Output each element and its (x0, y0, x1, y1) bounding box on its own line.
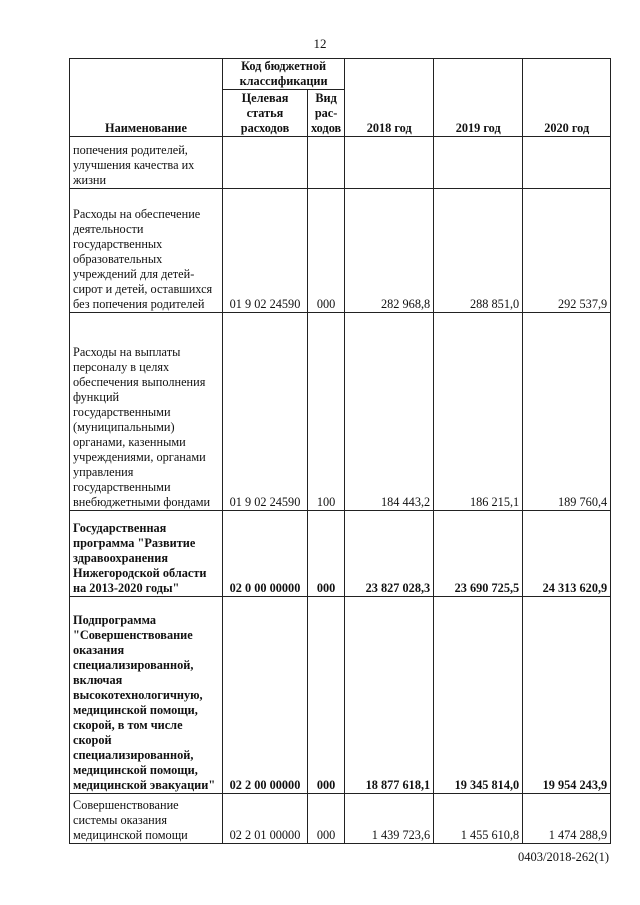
row-expense-type: 000 (308, 794, 345, 844)
row-value-2020: 1 474 288,9 (523, 794, 611, 844)
table-row (70, 313, 611, 511)
row-value-2020: 24 313 620,9 (523, 511, 611, 597)
row-target-item: 02 2 01 00000 (223, 794, 308, 844)
row-name: Государственная программа "Развитие здравоохранения Нижегородской области на 2013-2020 годы" (70, 511, 223, 597)
row-value-2018: 282 968,8 (345, 189, 434, 313)
row-value-2018 (345, 137, 434, 189)
row-name: Совершенствование системы оказания медицинской помощи (70, 794, 223, 844)
row-target-item (223, 137, 308, 189)
row-value-2019 (434, 137, 523, 189)
row-target-item: 02 2 00 00000 (223, 597, 308, 794)
header-2019: 2019 год (434, 59, 523, 137)
row-value-2019: 1 455 610,8 (434, 794, 523, 844)
row-value-2018: 1 439 723,6 (345, 794, 434, 844)
table-row (70, 189, 611, 313)
table-row (70, 794, 611, 844)
table-row (70, 511, 611, 597)
row-value-2018: 18 877 618,1 (345, 597, 434, 794)
row-target-item: 01 9 02 24590 (223, 313, 308, 511)
row-value-2020: 292 537,9 (523, 189, 611, 313)
header-2018: 2018 год (345, 59, 434, 137)
row-expense-type: 000 (308, 597, 345, 794)
row-value-2018: 184 443,2 (345, 313, 434, 511)
budget-table (69, 58, 611, 844)
header-expense-type: Вид рас-ходов (308, 90, 345, 137)
row-name: Расходы на обеспечение деятельности государственных образовательных учреждений для детей-сирот и детей, оставшихся без попечения родителей (70, 189, 223, 313)
row-expense-type: 000 (308, 189, 345, 313)
row-value-2019: 19 345 814,0 (434, 597, 523, 794)
row-expense-type: 000 (308, 511, 345, 597)
row-target-item: 02 0 00 00000 (223, 511, 308, 597)
header-2020: 2020 год (523, 59, 611, 137)
row-name: Подпрограмма "Совершенствование оказания специализированной, включая высокотехнологичную, медицинской помощи, скорой, в том числе скорой специализированной, медицинской помощи, медицинской эвакуации" (70, 597, 223, 794)
document-code: 0403/2018-262(1) (518, 850, 609, 864)
header-name: Наименование (70, 59, 223, 137)
header-budget-code: Код бюджетной классификации (223, 59, 345, 90)
row-value-2020 (523, 137, 611, 189)
row-expense-type: 100 (308, 313, 345, 511)
table-row (70, 137, 611, 189)
row-value-2020: 189 760,4 (523, 313, 611, 511)
header-target-item: Целевая статья расходов (223, 90, 308, 137)
table-row (70, 597, 611, 794)
row-expense-type (308, 137, 345, 189)
page-number: 12 (313, 36, 327, 51)
row-value-2020: 19 954 243,9 (523, 597, 611, 794)
row-target-item: 01 9 02 24590 (223, 189, 308, 313)
row-value-2019: 186 215,1 (434, 313, 523, 511)
row-name: попечения родителей, улучшения качества их жизни (70, 137, 223, 189)
row-value-2019: 23 690 725,5 (434, 511, 523, 597)
row-value-2019: 288 851,0 (434, 189, 523, 313)
row-name: Расходы на выплаты персоналу в целях обеспечения выполнения функций государственными (муниципальными) органами, казенными учреждениями, органами управления государственными внебюджетными фондами (70, 313, 223, 511)
row-value-2018: 23 827 028,3 (345, 511, 434, 597)
